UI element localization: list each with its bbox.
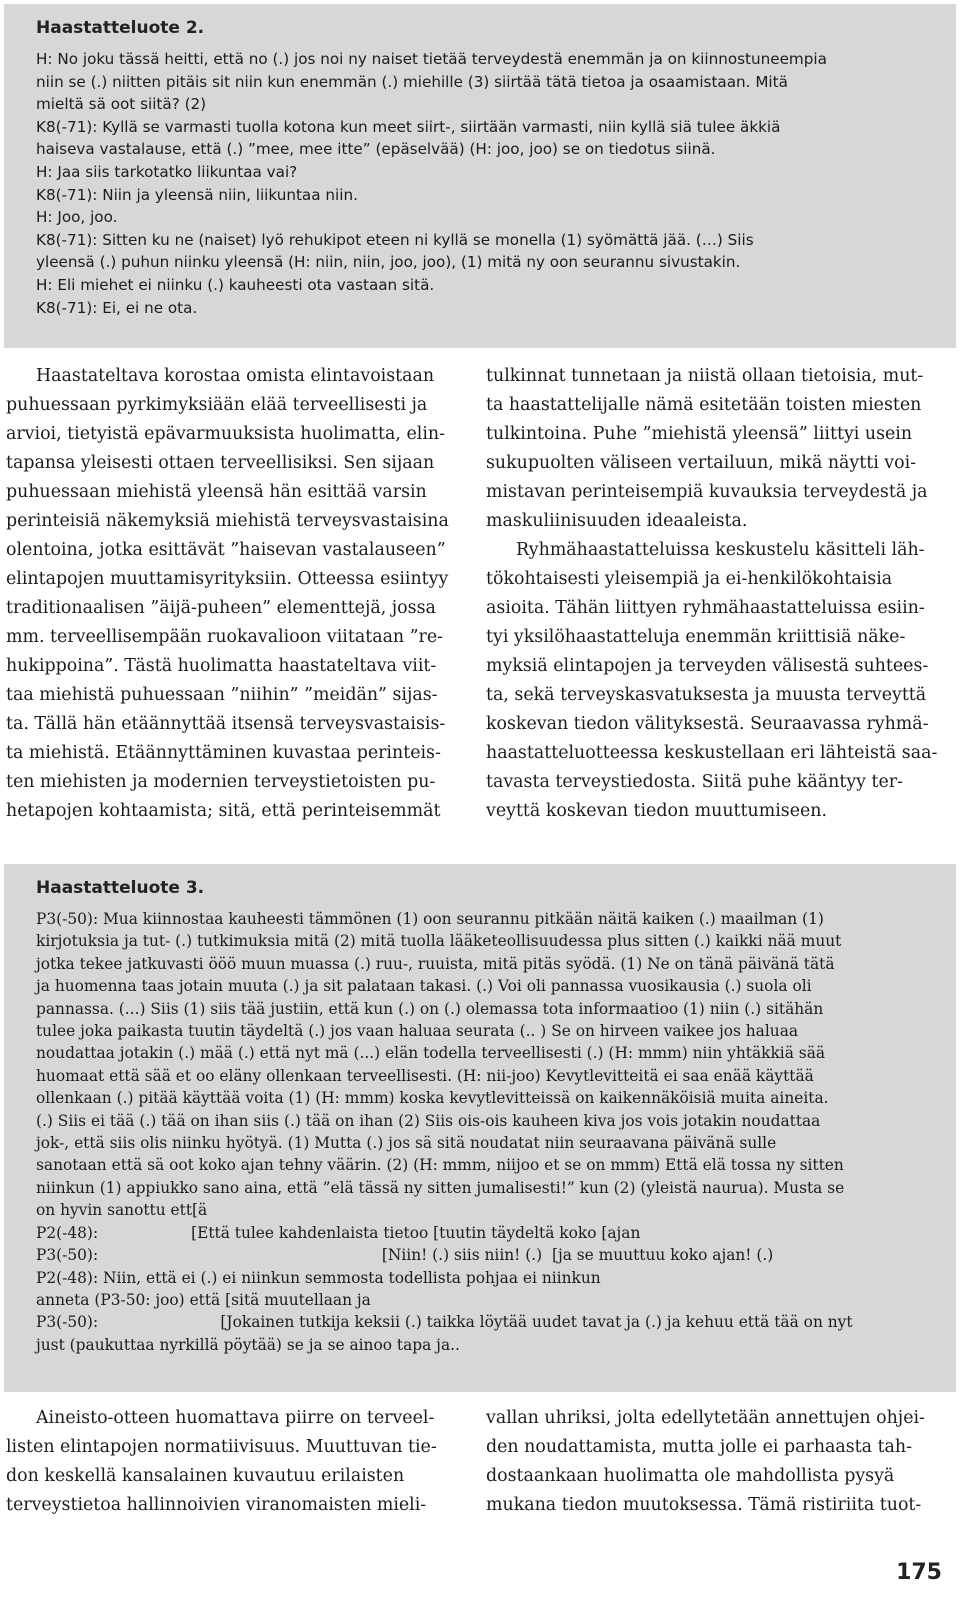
excerpt-2-box bbox=[4, 4, 956, 348]
body-line: perinteisiä näkemyksiä miehistä terveysvastaisina bbox=[6, 511, 449, 531]
transcript-line: tulee joka paikasta tuutin täydeltä (.) jos vaan haluaa seurata (.. ) Se on hirveen vaikee jos haluaa bbox=[36, 1022, 799, 1041]
body-line: elintapojen muuttamisyrityksiin. Otteessa esiintyy bbox=[6, 569, 449, 589]
body-line: ta haastattelijalle nämä esitetään toisten miesten bbox=[486, 395, 922, 415]
body-column-left bbox=[6, 362, 462, 826]
body-line: don keskellä kansalainen kuvautuu erilaisten bbox=[6, 1466, 405, 1486]
excerpt-2-title: Haastatteluote 2. bbox=[36, 18, 205, 38]
transcript-line: yleensä (.) puhun niinku yleensä (H: niin, niin, joo, joo), (1) mitä ny oon seurannu sivustakin. bbox=[36, 253, 741, 272]
body-line: mistavan perinteisempiä kuvauksia terveydestä ja bbox=[486, 482, 928, 502]
body-line: olentoina, jotka esittävät ”haisevan vastalauseen” bbox=[6, 540, 446, 560]
body-line: tökohtaisesti yleisempiä ja ei-henkilökohtaisia bbox=[486, 569, 893, 589]
transcript-line: kirjotuksia ja tut- (.) tutkimuksia mitä (2) mitä tuolla lääketeollisuudessa plus sitten (.) kaikki nää muut bbox=[36, 932, 842, 951]
body-line: tyi yksilöhaastatteluja enemmän kriittisiä näke- bbox=[486, 627, 906, 647]
body-line: Aineisto-otteen huomattava piirre on terveel- bbox=[36, 1408, 435, 1428]
body-line: terveystietoa hallinnoivien viranomaisten mieli- bbox=[6, 1495, 427, 1515]
transcript-line: H: Jaa siis tarkotatko liikuntaa vai? bbox=[36, 162, 298, 181]
body-line: ta, sekä terveyskasvatuksesta ja muusta terveyttä bbox=[486, 685, 927, 705]
body-line: tapansa yleisesti ottaen terveellisiksi. Sen sijaan bbox=[6, 453, 435, 473]
transcript-line: niinkun (1) appiukko sano aina, että ”elä tässä ny sitten jumalisesti!” kun (2) (yleistä naurua). Musta se bbox=[36, 1178, 845, 1197]
transcript-line: P3(-50): Mua kiinnostaa kauheesti tämmönen (1) oon seurannu pitkään näitä kaiken (.) maailman (1) bbox=[36, 910, 824, 928]
excerpt-3-box bbox=[4, 864, 956, 1392]
transcript-line: H: No joku tässä heitti, että no (.) jos noi ny naiset tietää terveydestä enemmän ja on kiinnostuneempia bbox=[36, 50, 827, 68]
body-line: haastatteluotteessa keskustellaan eri lähteistä saa- bbox=[486, 743, 938, 763]
body-line: maskuliinisuuden ideaaleista. bbox=[486, 511, 748, 531]
transcript-line: noudattaa jotakin (.) mää (.) että nyt mä (...) elän todella terveellisesti (.) (H: mmm) niin yhtäkkiä sää bbox=[36, 1044, 826, 1063]
excerpt-3-transcript bbox=[36, 908, 936, 1356]
body-line: mukana tiedon muutoksessa. Tämä ristiriita tuot- bbox=[486, 1495, 922, 1515]
body-line: ta miehistä. Etäännyttäminen kuvastaa perinteis- bbox=[6, 743, 441, 763]
transcript-line: H: Joo, joo. bbox=[36, 208, 118, 227]
transcript-line: H: Eli miehet ei niinku (.) kauheesti ota vastaan sitä. bbox=[36, 275, 435, 294]
transcript-line: K8(-71): Ei, ei ne ota. bbox=[36, 298, 198, 317]
transcript-line: K8(-71): Kyllä se varmasti tuolla kotona kun meet siirt-, siirtään varmasti, niin kyllä siä tulee äkkiä bbox=[36, 117, 781, 136]
transcript-line: P2(-48): [Että tulee kahdenlaista tietoo [tuutin täydeltä koko [ajan bbox=[36, 1223, 641, 1242]
body-line: sukupuolten väliseen vertailuun, mikä näytti voi- bbox=[486, 453, 917, 473]
body-line: den noudattamista, mutta jolle ei parhaasta tah- bbox=[486, 1437, 913, 1457]
body-line: puhuessaan pyrkimyksiään elää terveellisesti ja bbox=[6, 395, 428, 415]
body-line: arvioi, tietyistä epävarmuuksista huolimatta, elin- bbox=[6, 424, 445, 444]
page-number: 175 bbox=[896, 1560, 942, 1585]
body-line: traditionaalisen ”äijä-puheen” elementtejä, jossa bbox=[6, 598, 436, 618]
body-line: myksiä elintapojen ja terveyden välisestä suhtees- bbox=[486, 656, 929, 676]
transcript-line: ollenkaan (.) pitää käyttää voita (1) (H: mmm) koska kevytlevitteissä on kaikennäköisiä muita aineita. bbox=[36, 1089, 829, 1108]
transcript-line: just (paukuttaa nyrkillä pöytää) se ja se ainoo tapa ja.. bbox=[36, 1335, 460, 1354]
body-line: tulkintoina. Puhe ”miehistä yleensä” liittyi usein bbox=[486, 424, 913, 444]
transcript-line: on hyvin sanottu ett[ä bbox=[36, 1201, 208, 1220]
body-line: mm. terveellisempään ruokavalioon viitataan ”re- bbox=[6, 627, 444, 647]
body-column-right bbox=[486, 362, 942, 826]
body-line: asioita. Tähän liittyen ryhmähaastatteluissa esiin- bbox=[486, 598, 925, 618]
transcript-line: sanotaan että sä oot koko ajan tehny väärin. (2) (H: mmm, niijoo et se on mmm) Että elä tossa ny sitten bbox=[36, 1156, 844, 1175]
transcript-line: P3(-50): [Niin! (.) siis niin! (.) [ja se muuttuu koko ajan! (.) bbox=[36, 1246, 774, 1265]
body-line: ten miehisten ja modernien terveystietoisten pu- bbox=[6, 772, 436, 792]
transcript-line: huomaat että sää et oo eläny ollenkaan terveellisesti. (H: nii-joo) Kevytlevitteitä ei saa enää käyttää bbox=[36, 1066, 814, 1085]
transcript-line: pannassa. (...) Siis (1) siis tää justiin, että kun (.) on (.) olemassa tota informaatioo (1) niin (.) sitähän bbox=[36, 999, 824, 1018]
body-line: taa miehistä puhuessaan ”niihin” ”meidän” sijas- bbox=[6, 685, 438, 705]
transcript-line: K8(-71): Sitten ku ne (naiset) lyö rehukipot eteen ni kyllä se monella (1) syömättä jää. (…) Siis bbox=[36, 230, 754, 249]
transcript-line: P3(-50): [Jokainen tutkija keksii (.) taikka löytää uudet tavat ja (.) ja kehuu että tää on nyt bbox=[36, 1313, 853, 1332]
body-line: Ryhmähaastatteluissa keskustelu käsitteli läh- bbox=[516, 540, 925, 560]
body-line: koskevan tiedon välityksestä. Seuraavassa ryhmä- bbox=[486, 714, 929, 734]
transcript-line: jok-, että siis olis niinku hyötyä. (1) Mutta (.) jos sä sitä noudatat niin seuraavana päivänä sulle bbox=[36, 1134, 777, 1153]
body-line: puhuessaan miehistä yleensä hän esittää varsin bbox=[6, 482, 427, 502]
body-line: tulkinnat tunnetaan ja niistä ollaan tietoisia, mut- bbox=[486, 366, 924, 386]
transcript-line: mieltä sä oot siitä? (2) bbox=[36, 95, 207, 114]
transcript-line: niin se (.) niitten pitäis sit niin kun enemmän (.) miehille (3) siirtää tätä tietoa ja osaamistaan. Mitä bbox=[36, 72, 788, 91]
body-line: listen elintapojen normatiivisuus. Muuttuvan tie- bbox=[6, 1437, 437, 1457]
body-column-left-bottom bbox=[6, 1404, 462, 1520]
transcript-line: P2(-48): Niin, että ei (.) ei niinkun semmosta todellista pohjaa ei niinkun bbox=[36, 1268, 601, 1287]
excerpt-2-transcript bbox=[36, 48, 936, 319]
excerpt-3-title: Haastatteluote 3. bbox=[36, 878, 205, 898]
transcript-line: anneta (P3-50: joo) että [sitä muutellaan ja bbox=[36, 1290, 371, 1309]
body-line: vallan uhriksi, jolta edellytetään annettujen ohjei- bbox=[486, 1408, 925, 1428]
body-line: tavasta terveystiedosta. Siitä puhe kääntyy ter- bbox=[486, 772, 903, 792]
body-line: ta. Tällä hän etäännyttää itsensä terveysvastaisis- bbox=[6, 714, 446, 734]
body-line: hetapojen kohtaamista; sitä, että perinteisemmät bbox=[6, 801, 441, 821]
body-line: Haastateltava korostaa omista elintavoistaan bbox=[36, 366, 435, 386]
transcript-line: ja huomenna taas jotain muuta (.) ja sit palataan takasi. (.) Voi oli pannassa vuosikausia (.) suola oli bbox=[36, 977, 812, 996]
body-line: veyttä koskevan tiedon muuttumiseen. bbox=[486, 801, 828, 821]
transcript-line: jotka tekee jatkuvasti ööö muun muassa (.) ruu-, ruuista, mitä pitäs syödä. (1) Ne on tänä päivänä tätä bbox=[36, 954, 835, 973]
body-line: dostaankaan huolimatta ole mahdollista pysyä bbox=[486, 1466, 895, 1486]
transcript-line: (.) Siis ei tää (.) tää on ihan siis (.) tää on ihan (2) Siis ois-ois kauheen kiva jos vois jotakin noudattaa bbox=[36, 1111, 821, 1130]
transcript-line: haiseva vastalause, että (.) ”mee, mee itte” (epäselvää) (H: joo, joo) se on tiedotus siinä. bbox=[36, 140, 716, 159]
body-line: hukippoina”. Tästä huolimatta haastateltava viit- bbox=[6, 656, 437, 676]
body-column-right-bottom bbox=[486, 1404, 942, 1520]
transcript-line: K8(-71): Niin ja yleensä niin, liikuntaa niin. bbox=[36, 185, 358, 204]
